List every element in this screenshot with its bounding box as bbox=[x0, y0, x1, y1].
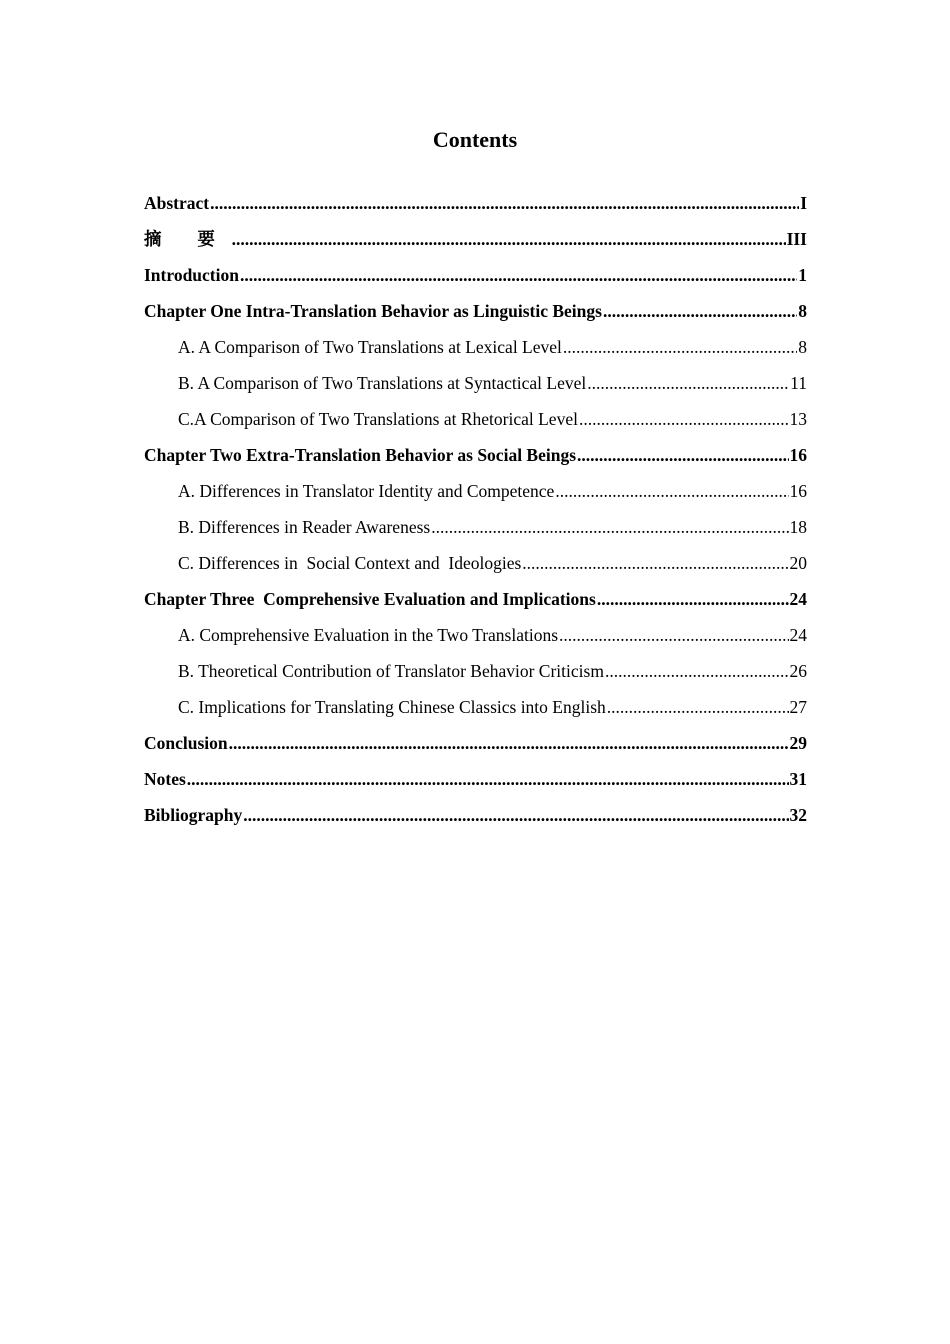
dot-leader bbox=[240, 260, 797, 290]
toc-entry-text: Bibliography bbox=[144, 805, 243, 825]
toc-entry-text: B. Theoretical Contribution of Translator Behavior Criticism bbox=[178, 661, 604, 681]
toc-entry-section-2c[interactable] bbox=[144, 548, 807, 584]
toc-entry-page: 24 bbox=[789, 589, 807, 609]
toc-entry-page: 16 bbox=[789, 445, 807, 465]
dot-leader bbox=[229, 728, 789, 758]
table-of-contents bbox=[144, 188, 807, 836]
dot-leader bbox=[210, 188, 799, 218]
dot-leader bbox=[243, 800, 788, 830]
page-title: Contents bbox=[432, 127, 518, 152]
toc-entry-chapter-three[interactable] bbox=[144, 584, 807, 620]
dot-leader bbox=[587, 368, 789, 398]
toc-entry-section-1b[interactable] bbox=[144, 368, 807, 404]
toc-entry-text: Introduction bbox=[144, 265, 239, 285]
toc-entry-page: 1 bbox=[798, 265, 807, 285]
toc-entry-page: 26 bbox=[789, 661, 807, 681]
toc-entry-page: 11 bbox=[790, 373, 807, 393]
toc-entry-text: 摘 要 bbox=[144, 229, 231, 249]
toc-entry-introduction[interactable] bbox=[144, 260, 807, 296]
toc-entry-chapter-two[interactable] bbox=[144, 440, 807, 476]
dot-leader bbox=[597, 584, 789, 614]
dot-leader bbox=[563, 332, 797, 362]
toc-entry-page: 32 bbox=[789, 805, 807, 825]
toc-entry-text: C. Implications for Translating Chinese Classics into English bbox=[178, 697, 606, 717]
toc-entry-page: 13 bbox=[789, 409, 807, 429]
toc-entry-text: Conclusion bbox=[144, 733, 228, 753]
toc-entry-text: B. Differences in Reader Awareness bbox=[178, 517, 431, 537]
toc-entry-chinese-abstract[interactable] bbox=[144, 224, 807, 260]
toc-entry-conclusion[interactable] bbox=[144, 728, 807, 764]
toc-entry-page: 20 bbox=[789, 553, 807, 573]
toc-entry-text: B. A Comparison of Two Translations at Syntactical Level bbox=[178, 373, 587, 393]
toc-entry-bibliography[interactable] bbox=[144, 800, 807, 836]
dot-leader bbox=[559, 620, 788, 650]
toc-entry-section-3a[interactable] bbox=[144, 620, 807, 656]
toc-entry-page: 8 bbox=[798, 337, 807, 357]
toc-entry-abstract[interactable] bbox=[144, 188, 807, 224]
toc-entry-text: Chapter One Intra-Translation Behavior as Linguistic Beings bbox=[144, 301, 602, 321]
toc-entry-page: 8 bbox=[798, 301, 807, 321]
toc-entry-text: A. A Comparison of Two Translations at Lexical Level bbox=[178, 337, 562, 357]
toc-entry-text: C.A Comparison of Two Translations at Rhetorical Level bbox=[178, 409, 578, 429]
toc-entry-section-3c[interactable] bbox=[144, 692, 807, 728]
toc-entry-page: III bbox=[786, 229, 807, 249]
dot-leader bbox=[577, 440, 788, 470]
dot-leader bbox=[431, 512, 788, 542]
dot-leader bbox=[522, 548, 788, 578]
toc-entry-text: Chapter Three Comprehensive Evaluation and Implications bbox=[144, 589, 596, 609]
dot-leader bbox=[603, 296, 797, 326]
toc-entry-section-3b[interactable] bbox=[144, 656, 807, 692]
toc-entry-page: 18 bbox=[789, 517, 807, 537]
toc-entry-notes[interactable] bbox=[144, 764, 807, 800]
toc-entry-text: Abstract bbox=[144, 193, 210, 213]
dot-leader bbox=[232, 224, 786, 254]
toc-entry-section-2b[interactable] bbox=[144, 512, 807, 548]
toc-entry-page: 16 bbox=[789, 481, 807, 501]
dot-leader bbox=[579, 404, 789, 434]
dot-leader bbox=[187, 764, 789, 794]
toc-entry-page: 27 bbox=[789, 697, 807, 717]
toc-entry-text: Notes bbox=[144, 769, 186, 789]
toc-entry-text: A. Differences in Translator Identity and Competence bbox=[178, 481, 555, 501]
toc-entry-text: A. Comprehensive Evaluation in the Two Translations bbox=[178, 625, 559, 645]
dot-leader bbox=[605, 656, 789, 686]
toc-entry-page: 29 bbox=[789, 733, 807, 753]
toc-entry-page: 31 bbox=[789, 769, 807, 789]
dot-leader bbox=[607, 692, 789, 722]
toc-entry-page: I bbox=[800, 193, 807, 213]
toc-entry-section-2a[interactable] bbox=[144, 476, 807, 512]
toc-entry-text: C. Differences in Social Context and Ideologies bbox=[178, 553, 522, 573]
toc-entry-chapter-one[interactable] bbox=[144, 296, 807, 332]
toc-entry-page: 24 bbox=[789, 625, 807, 645]
toc-entry-section-1a[interactable] bbox=[144, 332, 807, 368]
toc-entry-text: Chapter Two Extra-Translation Behavior as Social Beings bbox=[144, 445, 577, 465]
dot-leader bbox=[555, 476, 788, 506]
toc-entry-section-1c[interactable] bbox=[144, 404, 807, 440]
